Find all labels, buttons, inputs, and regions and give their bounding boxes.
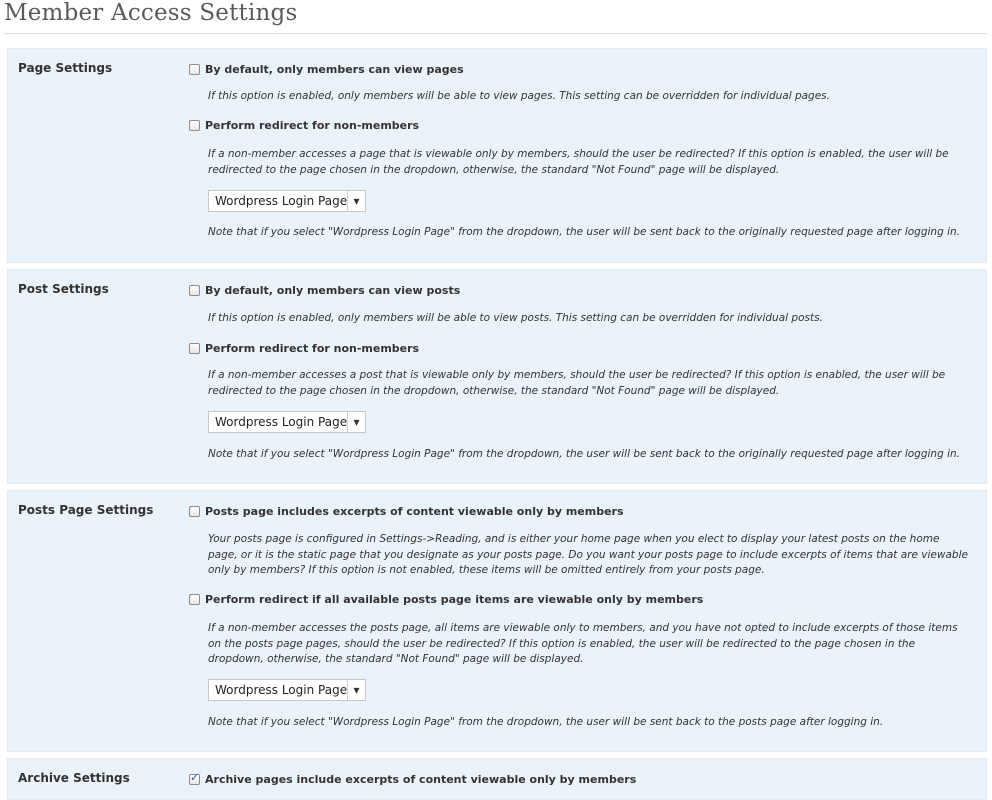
option-label: Archive pages include excerpts of content viewable only by members — [205, 773, 637, 786]
archive-excerpts-option[interactable] — [189, 773, 636, 786]
section-title: Page Settings — [18, 61, 113, 75]
post-settings-section — [7, 269, 987, 484]
dropdown-arrow-icon: ▾ — [347, 191, 365, 211]
redirect-page-select[interactable] — [208, 411, 366, 433]
members-only-pages-option[interactable] — [189, 63, 464, 76]
section-title: Archive Settings — [18, 771, 130, 785]
archive-settings-section — [7, 758, 987, 800]
option-description: If this option is enabled, only members will be able to view posts. This setting can be overridden for individual posts. — [208, 312, 823, 324]
redirect-note: Note that if you select "Wordpress Login Page" from the dropdown, the user will be sent back to the originally requested page after logging in. — [208, 226, 960, 238]
members-only-posts-checkbox[interactable] — [189, 285, 200, 296]
select-value: Wordpress Login Page — [215, 415, 348, 429]
option-label: Perform redirect for non-members — [205, 342, 420, 355]
posts-page-redirect-checkbox[interactable] — [189, 594, 200, 605]
redirect-page-select[interactable] — [208, 190, 366, 212]
option-description: If this option is enabled, only members will be able to view pages. This setting can be overridden for individual pages. — [208, 90, 830, 102]
option-description: Your posts page is configured in Settings->Reading, and is either your home page when you elect to display your latest posts on the home page, or it is the static page that you designate as your posts page. Do you want your posts page to include excerpts of items that are viewable only by members? If this option is not enabled, these items will be omitted entirely from your posts page. — [208, 533, 968, 577]
redirect-non-members-posts-checkbox[interactable] — [189, 343, 200, 354]
option-label: Posts page includes excerpts of content viewable only by members — [205, 505, 624, 518]
page-settings-section — [7, 48, 987, 263]
redirect-note: Note that if you select "Wordpress Login Page" from the dropdown, the user will be sent back to the posts page after logging in. — [208, 716, 884, 728]
posts-page-settings-section — [7, 490, 987, 752]
archive-excerpts-checkbox[interactable] — [189, 774, 200, 785]
page-title: Member Access Settings — [4, 0, 298, 26]
members-only-pages-checkbox[interactable] — [189, 64, 200, 75]
option-label: By default, only members can view pages — [205, 63, 464, 76]
section-title: Posts Page Settings — [18, 503, 154, 517]
posts-page-excerpts-option[interactable] — [189, 505, 624, 518]
dropdown-arrow-icon: ▾ — [347, 412, 365, 432]
members-only-posts-option[interactable] — [189, 284, 460, 297]
redirect-page-select[interactable] — [208, 679, 366, 701]
option-label: Perform redirect if all available posts page items are viewable only by members — [205, 593, 704, 606]
option-label: By default, only members can view posts — [205, 284, 461, 297]
redirect-note: Note that if you select "Wordpress Login Page" from the dropdown, the user will be sent back to the originally requested page after logging in. — [208, 448, 960, 460]
option-label: Perform redirect for non-members — [205, 119, 420, 132]
redirect-non-members-pages-option[interactable] — [189, 119, 419, 132]
posts-page-excerpts-checkbox[interactable] — [189, 506, 200, 517]
select-value: Wordpress Login Page — [215, 194, 348, 208]
option-description: If a non-member accesses the posts page, all items are viewable only to members, and you have not opted to include excerpts of those items on the posts page pages, should the user be redirected? If this option is enabled, the user will be redirected to the page chosen in the dropdown, otherwise, the standard "Not Found" page will be displayed. — [208, 622, 958, 666]
select-value: Wordpress Login Page — [215, 683, 348, 697]
dropdown-arrow-icon: ▾ — [347, 680, 365, 700]
redirect-non-members-posts-option[interactable] — [189, 342, 419, 355]
option-description: If a non-member accesses a post that is viewable only by members, should the user be redirected? If this option is enabled, the user will be redirected to the page chosen in the dropdown, otherwise, the standard "Not Found" page will be displayed. — [208, 369, 946, 397]
option-description: If a non-member accesses a page that is viewable only by members, should the user be redirected? If this option is enabled, the user will be redirected to the page chosen in the dropdown, otherwise, the standard "Not Found" page will be displayed. — [208, 148, 949, 176]
section-title: Post Settings — [18, 282, 109, 296]
posts-page-redirect-option[interactable] — [189, 593, 703, 606]
redirect-non-members-pages-checkbox[interactable] — [189, 120, 200, 131]
title-divider — [4, 33, 987, 34]
